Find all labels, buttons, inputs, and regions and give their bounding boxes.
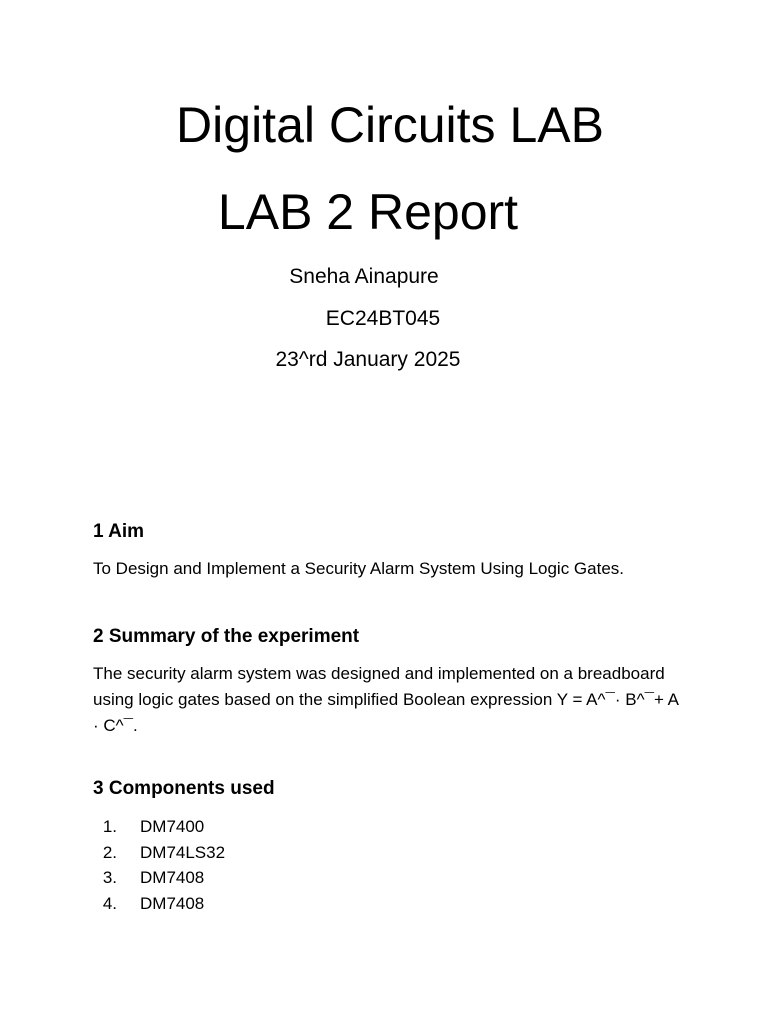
list-item-label: DM7408 — [140, 893, 205, 913]
author-name: Sneha Ainapure — [289, 265, 439, 288]
aim-heading: 1 Aim — [93, 521, 145, 542]
list-item-number: 1. — [102, 817, 117, 836]
list-item — [93, 891, 225, 917]
list-item — [93, 865, 225, 891]
list-item-number: 2. — [102, 842, 117, 862]
list-item — [93, 840, 225, 866]
components-list — [93, 814, 225, 916]
aim-text: To Design and Implement a Security Alarm System Using Logic Gates. — [93, 559, 625, 578]
list-item-number: 3. — [102, 868, 117, 887]
document-title: Digital Circuits LAB — [176, 97, 604, 153]
summary-heading: 2 Summary of the experiment — [93, 626, 360, 647]
report-date: 23^rd January 2025 — [275, 348, 461, 371]
list-item-label: DM7400 — [140, 817, 205, 836]
summary-text: The security alarm system was designed and implemented on a breadboard using logic gates based on the simplified Boolean expression Y = A^¯· B^¯+ A · C^¯. — [93, 664, 679, 735]
list-item-number: 4. — [102, 893, 117, 913]
document-subtitle: LAB 2 Report — [217, 184, 519, 240]
list-item — [93, 814, 225, 840]
components-heading: 3 Components used — [93, 778, 275, 799]
list-item-label: DM7408 — [140, 868, 205, 887]
student-id: EC24BT045 — [325, 307, 441, 330]
list-item-label: DM74LS32 — [140, 842, 226, 862]
